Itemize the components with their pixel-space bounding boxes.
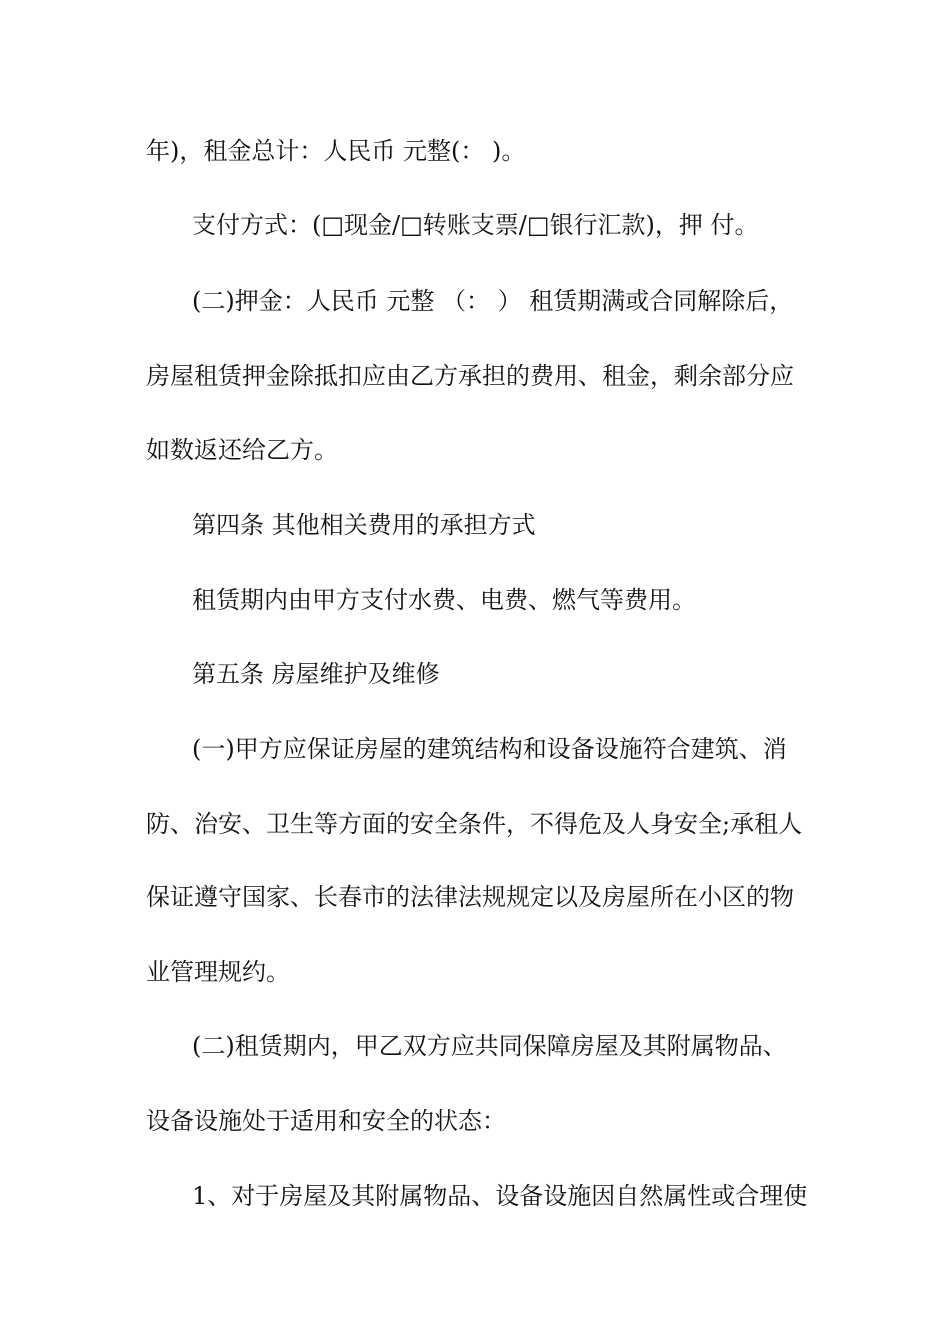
- paragraph-line: 防、治安、卫生等方面的安全条件，不得危及人身安全;承租人: [146, 810, 803, 838]
- paragraph-line: (二)押金：人民币 元整 （： ） 租赁期满或合同解除后，: [192, 287, 794, 315]
- paragraph-line: 1、对于房屋及其附属物品、设备设施因自然属性或合理使: [192, 1182, 808, 1210]
- section-heading: 第五条 房屋维护及维修: [192, 660, 440, 688]
- paragraph-line: (二)租赁期内，甲乙双方应共同保障房屋及其附属物品、: [192, 1032, 787, 1060]
- paragraph-line: 保证遵守国家、长春市的法律法规规定以及房屋所在小区的物: [146, 883, 794, 911]
- paragraph-line: 设备设施处于适用和安全的状态：: [146, 1107, 506, 1135]
- paragraph-line: 支付方式：(□现金/□转账支票/□银行汇款)，押 付。: [192, 211, 759, 239]
- section-heading: 第四条 其他相关费用的承担方式: [192, 511, 536, 539]
- paragraph-line: 年)，租金总计：人民币 元整(： )。: [146, 137, 526, 165]
- paragraph-line: 租赁期内由甲方支付水费、电费、燃气等费用。: [192, 586, 696, 614]
- paragraph-line: 业管理规约。: [146, 958, 290, 986]
- paragraph-line: (一)甲方应保证房屋的建筑结构和设备设施符合建筑、消: [192, 735, 787, 763]
- paragraph-line: 如数返还给乙方。: [146, 436, 338, 464]
- paragraph-line: 房屋租赁押金除抵扣应由乙方承担的费用、租金，剩余部分应: [146, 362, 794, 390]
